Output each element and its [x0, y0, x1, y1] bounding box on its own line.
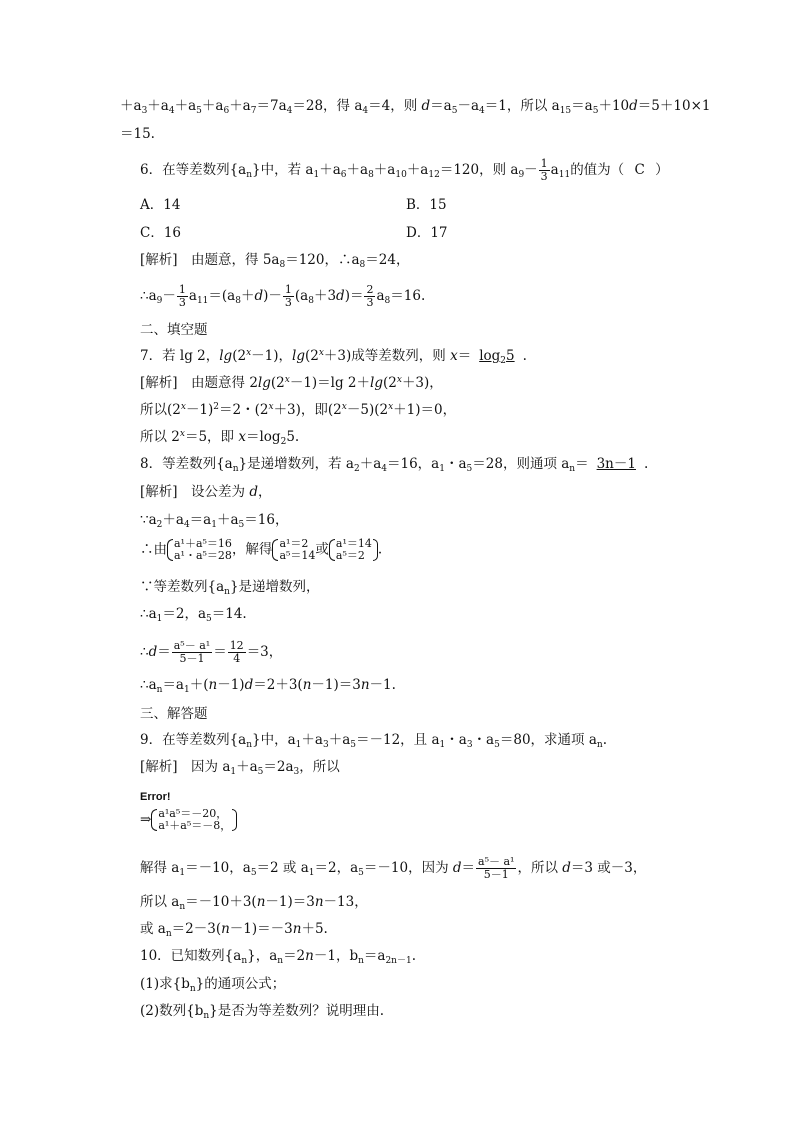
question-8: 8．等差数列$\{a_n\}$是递增数列，若 $a_2+a_4=16$，$a_1$・$a_5=28$，则通项 $a_n= 3n-1$ . — [140, 456, 649, 474]
q9-solution-3: 解得 $a_1=-10$，$a_5=2$ 或 $a_1=2$，$a_5=-10$，因为 d＝ $\frac{\text{a⁵－ a¹}}{5-1}$ ，所以 d＝3 或－3， — [140, 855, 647, 881]
fraction: $\frac{1}{3}$ — [284, 283, 292, 309]
answer: C — [634, 162, 645, 178]
q9-solution-1: [解析] 因为 $a_1+a_5=2a_3$，所以 — [140, 759, 340, 777]
equation-system: a¹＝14 a⁵＝2 — [329, 538, 378, 562]
option-a: A．14 — [140, 197, 181, 213]
equation-system: a¹＋a⁵＝16 a¹・a⁵＝28 — [167, 538, 232, 562]
option-c: C．16 — [140, 225, 182, 241]
q6-solution-2: $\therefore a_9-$ $\frac{1}{3}$ $a_{11}=(a_8+d)-$ $\frac{1}{3}$ $(a_8+3d)=$ $\frac{2}{3}$ $a_8=16$. — [140, 283, 426, 309]
q7-solution-3: 所以 $2^x=5$，即 $x=\log_25$. — [140, 429, 300, 447]
question-6: 6．在等差数列$\{a_n\}$中，若 $a_1+a_6+a_8+a_{10}+a_{12}=120$，则 $a_9-$ $\frac{1}{3}$ $a_{11}$的值为（ C ） — [140, 157, 669, 183]
solution-line-cont: $+a_3+a_4+a_5+a_6+a_7=7a_4=28$，得 $a_4=4$，则 $d=a_5-a_4=1$，所以 $a_{15}=a_5+10d=5+10\times 1$ — [120, 98, 711, 116]
q7-solution-2: 所以$(2^x-1)^2=2$・$(2^x+3)$，即$(2^x-5)(2^x+1)=0$， — [140, 402, 457, 418]
fraction: $\frac{\text{a⁵－ a¹}}{5-1}$ — [478, 855, 515, 881]
q7-solution-1: [解析] 由题意得 $2\lg(2^x-1)=\lg$ $2+\lg(2^x+3)$， — [140, 375, 443, 391]
equation-system: a¹a⁵＝－20， a¹＋a⁵＝－8， — [151, 808, 237, 832]
question-7: 7．若 lg 2，$\lg(2^x-1)$，$\lg(2^x+3)$成等差数列，则 $x= \log_25$ . — [140, 348, 527, 366]
q8-solution-5: $\therefore a_1=2$，$a_5=14$. — [140, 606, 247, 624]
equation-system: a¹＝2 a⁵＝14 — [272, 538, 315, 562]
q8-solution-6: ∴d＝ $\frac{\text{a⁵－ a¹}}{5-1}$ ＝ $\frac{12}{4}$ ＝3， — [140, 639, 283, 665]
q9-solution-4: 所以 $a_n=-10+3(n-1)=3n-13$， — [140, 894, 368, 912]
fraction: $\frac{1}{3}$ — [178, 283, 186, 309]
q8-solution-4: ∵等差数列$\{a_n\}$是递增数列， — [140, 579, 320, 597]
fraction: $\frac{1}{3}$ — [540, 157, 548, 183]
answer-blank: 3n－1 — [596, 456, 636, 472]
option-d: D．17 — [406, 225, 448, 241]
fraction: $\frac{\text{a⁵－ a¹}}{5-1}$ — [173, 639, 211, 665]
q9-solution-2: ⇒ a¹a⁵＝－20， a¹＋a⁵＝－8， — [140, 808, 237, 832]
question-10: 10．已知数列$\{a_n\}$，$a_n=2n-1$，$b_n=a_{2n-1}$. — [140, 948, 416, 966]
answer-blank: $\log_25$ — [479, 348, 515, 366]
q8-solution-1: [解析] 设公差为 d， — [140, 484, 272, 500]
section-heading-fill: 二、填空题 — [140, 322, 208, 338]
section-heading-answer: 三、解答题 — [140, 706, 208, 722]
question-9: 9．在等差数列$\{a_n\}$中，$a_1+a_3+a_5=-12$，且 $a_1$・$a_3$・$a_5=80$，求通项 $a_n$. — [140, 732, 607, 750]
q8-solution-7: $\therefore a_n=a_1+(n-1)d=2+3(n-1)=3n-1$. — [140, 677, 396, 695]
q10-part-2: (2)数列$\{b_n\}$是否为等差数列？说明理由. — [140, 1003, 385, 1021]
fraction: $\frac{12}{4}$ — [229, 639, 244, 665]
solution-line-end: ＝15. — [120, 126, 155, 142]
q6-solution-1: [解析] 由题意，得 $5a_8=120$，$\therefore a_8=24$， — [140, 252, 410, 270]
q8-solution-3: ∴由 a¹＋a⁵＝16 a¹・a⁵＝28 ，解得 a¹＝2 a⁵＝14 或 a¹＝14 a⁵＝2 . — [140, 537, 383, 562]
option-b: B．15 — [406, 197, 447, 213]
error-text: Error! — [140, 791, 171, 803]
fraction: $\frac{2}{3}$ — [366, 283, 374, 309]
q8-solution-2: $\because a_2+a_4=a_1+a_5=16$， — [140, 512, 289, 530]
q9-solution-5: 或 $a_n=2-3(n-1)=-3n+5$. — [140, 921, 328, 939]
q10-part-1: (1)求$\{b_n\}$的通项公式； — [140, 976, 286, 994]
